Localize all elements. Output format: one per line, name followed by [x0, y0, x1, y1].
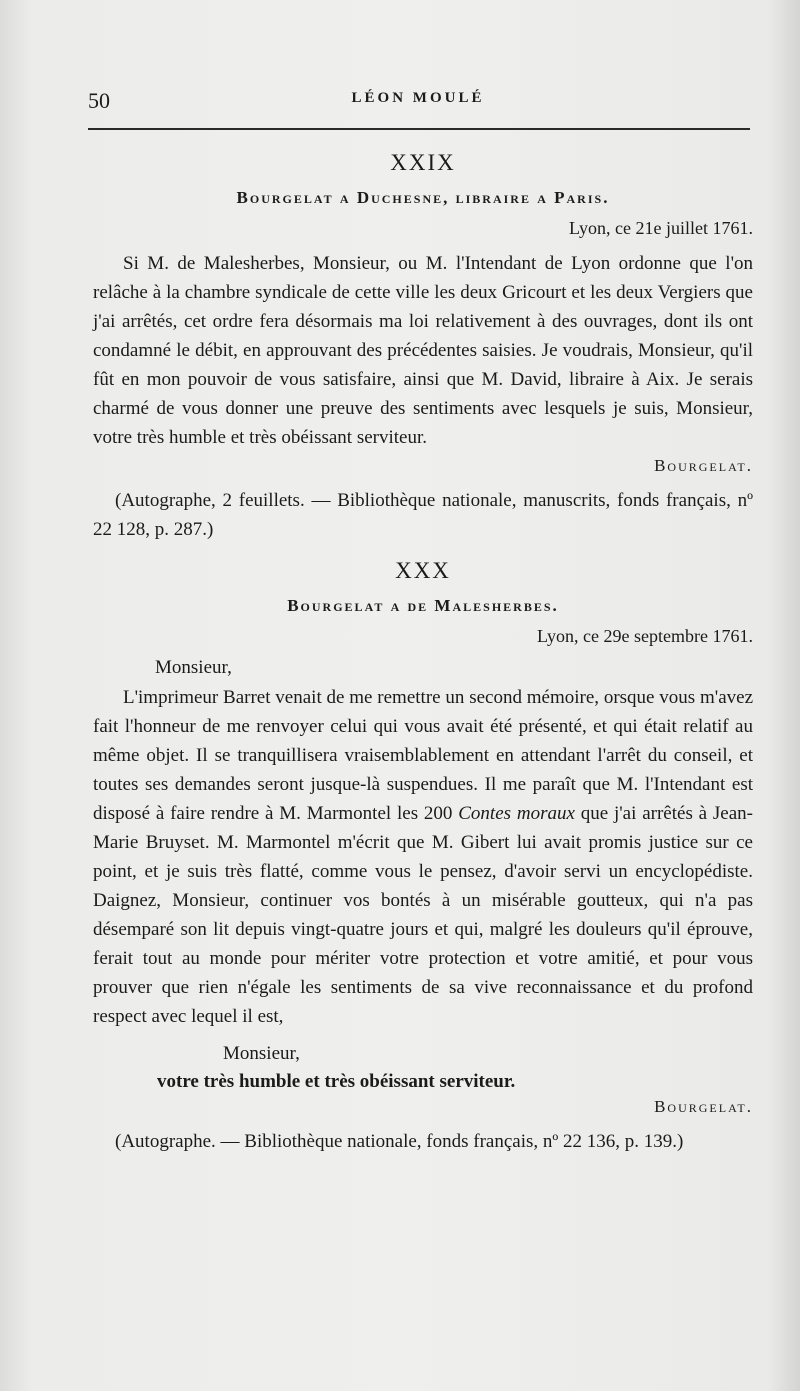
letter-salutation: Monsieur,: [155, 657, 232, 678]
letter-body-part: que j'ai arrêtés à Jean-Marie Bruyset. M. Marmontel m'écrit que M. Gibert lui avait promis justice sur ce point, et je suis très flatté, comme vous le pensez, d'avoir servi un encyclopédiste. Daignez, Monsieur, continuer vos bontés à un misérable goutteux, qui n'a pas désemparé son lit depuis vingt-quatre jours et qui, malgré les douleurs qu'il éprouve, ferait tout au monde pour mériter votre protection et votre amitié, et pour vous prouver que rien n'égale les sentiments de sa vive reconnaissance et du profond respect avec lequel il est,: [93, 803, 753, 1027]
letter-body-part: L'imprimeur Barret venait de me remettre un second mémoire, orsque vous m'avez fait l'honneur de me renvoyer celui qui vous avait été présenté, et qui était relatif au même objet. Il se tranquillisera vraisemblablement en attendant l'arrêt du conseil, et toutes ses demandes seront jusque-là suspendues. Il me paraît que M. l'Intendant est disposé à faire rendre à M. Marmontel les 200: [93, 687, 753, 824]
header-rule: [88, 128, 750, 130]
page-header: [88, 88, 748, 114]
letter-source-note: (Autographe. — Bibliothèque nationale, fonds français, nº 22 136, p. 139.): [115, 1131, 684, 1152]
letter-dateline: Lyon, ce 21e juillet 1761.: [569, 218, 753, 238]
page-body: [93, 150, 753, 1156]
letter-xxix: [93, 150, 753, 544]
letter-body: [93, 683, 753, 1031]
running-head: LÉON MOULÉ: [351, 90, 485, 106]
letter-source-note: (Autographe, 2 feuillets. — Bibliothèque nationale, manuscrits, fonds français, nº 22 128, p. 287.): [93, 490, 753, 540]
closing-salutation: Monsieur,: [223, 1043, 300, 1064]
page-number: 50: [88, 88, 110, 113]
book-title: Contes moraux: [458, 803, 575, 824]
closing-formula: votre très humble et très obéissant serviteur.: [157, 1071, 516, 1092]
letter-dateline: Lyon, ce 29e septembre 1761.: [537, 626, 753, 646]
letter-number: XXIX: [390, 150, 456, 175]
letter-body: Si M. de Malesherbes, Monsieur, ou M. l'Intendant de Lyon ordonne que l'on relâche à la chambre syndicale de cette ville les deux Gricourt et les deux Vergiers que j'ai arrêtés, cet ordre fera désormais ma loi relativement à des ouvrages, dont ils ont condamné le débit, en approuvant des précédentes saisies. Je voudrais, Monsieur, qu'il fût en mon pouvoir de vous satisfaire, ainsi que M. David, libraire à Aix. Je serais charmé de vous donner une preuve des sentiments avec lesquels je suis, Monsieur, votre très humble et très obéissant serviteur.: [93, 253, 753, 448]
letter-heading: Bourgelat a Duchesne, libraire a Paris.: [236, 188, 610, 207]
letter-heading: Bourgelat a de Malesherbes.: [287, 596, 559, 615]
letter-xxx: [93, 558, 753, 1156]
letter-signature: Bourgelat.: [654, 1097, 753, 1116]
letter-signature: Bourgelat.: [654, 456, 753, 475]
letter-number: XXX: [395, 558, 451, 583]
